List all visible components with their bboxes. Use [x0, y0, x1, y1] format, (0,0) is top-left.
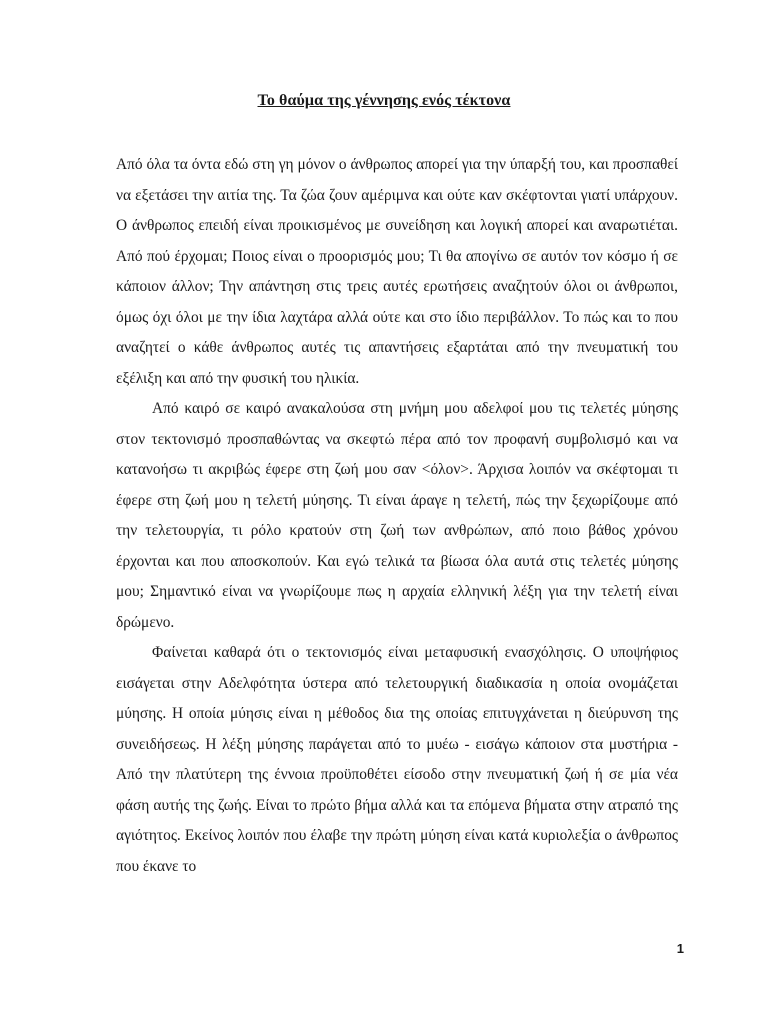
page-number: 1	[676, 941, 684, 956]
paragraph-2: Από καιρό σε καιρό ανακαλούσα στη μνήμη μου αδελφοί μου τις τελετές μύησης στον τεκτονισμό προσπαθώντας να σκεφτώ πέρα από τον προφανή συμβολισμό και να κατανοήσω τι ακριβώς έφερε στη ζωή μου σαν <όλον>. Άρχισα λοιπόν να σκέφτομαι τι έφερε στη ζωή μου η τελετή μύησης. Τι είναι άραγε η τελετή, πώς την ξεχωρίζουμε από την τελετουργία, τι ρόλο κρατούν στη ζωή των ανθρώπων, από ποιο βάθος χρόνου έρχονται και που αποσκοπούν. Και εγώ τελικά τα βίωσα όλα αυτά στις τελετές μύησης μου; Σημαντικό είναι να γνωρίζουμε πως η αρχαία ελληνική λέξη για την τελετή είναι δρώμενο.	[116, 400, 678, 631]
document-title: Το θαύμα της γέννησης ενός τέκτονα	[257, 92, 511, 109]
paragraph-1: Από όλα τα όντα εδώ στη γη μόνον ο άνθρωπος απορεί για την ύπαρξή του, και προσπαθεί να εξετάσει την αιτία της. Τα ζώα ζουν αμέριμνα και ούτε καν σκέφτονται γιατί υπάρχουν. Ο άνθρωπος επειδή είναι προικισμένος με συνείδηση και λογική απορεί και αναρωτιέται. Από πού έρχομαι; Ποιος είναι ο προορισμός μου; Τι θα απογίνω σε αυτόν τον κόσμο ή σε κάποιον άλλον; Την απάντηση στις τρεις αυτές ερωτήσεις αναζητούν όλοι οι άνθρωποι, όμως όχι όλοι με την ίδια λαχτάρα αλλά ούτε και στο ίδιο περιβάλλον. Το πώς και το που αναζητεί ο κάθε άνθρωπος αυτές τις απαντήσεις εξαρτάται από την πνευματική του εξέλιξη και από την φυσική του ηλικία.	[116, 156, 678, 387]
paragraph-3: Φαίνεται καθαρά ότι ο τεκτονισμός είναι μεταφυσική ενασχόλησις. Ο υποψήφιος εισάγεται στην Αδελφότητα ύστερα από τελετουργική διαδικασία η οποία ονομάζεται μύησης. Η οποία μύησις είναι η μέθοδος δια της οποίας επιτυγχάνεται η διεύρυνση της συνειδήσεως. Η λέξη μύησης παράγεται από το μυέω - εισάγω κάποιον στα μυστήρια - Από την πλατύτερη της έννοια προϋποθέτει είσοδο στην πνευματική ζωή ή σε μία νέα φάση αυτής της ζωής. Είναι το πρώτο βήμα αλλά και τα επόμενα βήματα στην ατραπό της αγιότητος. Εκείνος λοιπόν που έλαβε την πρώτη μύηση είναι κατά κυριολεξία ο άνθρωπος που έκανε το	[116, 644, 678, 875]
document-body	[116, 150, 678, 882]
